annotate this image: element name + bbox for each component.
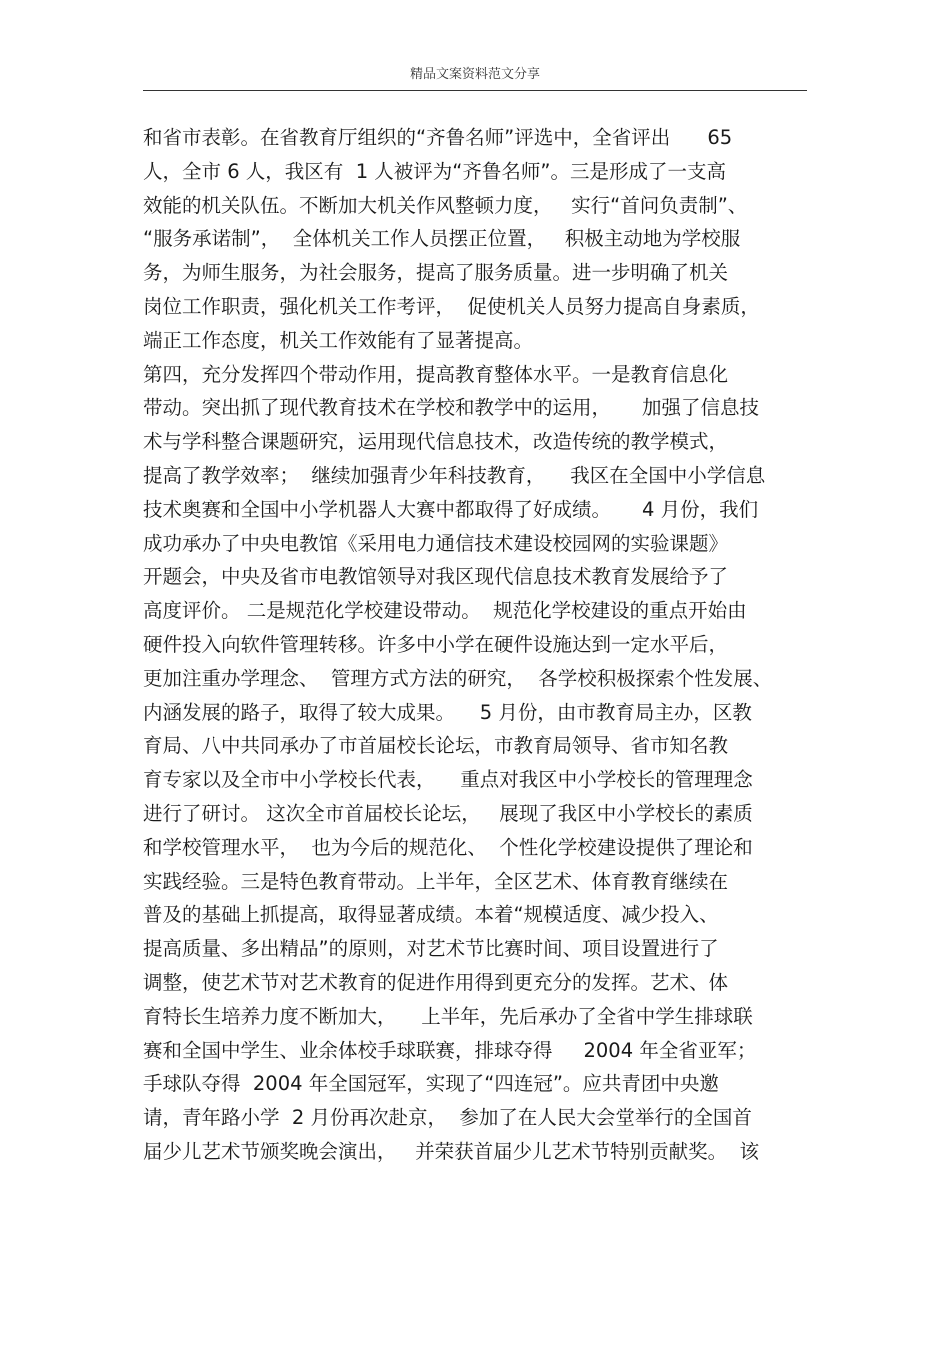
text-line: 和学校管理水平， 也为今后的规范化、 个性化学校建设提供了理论和: [143, 835, 753, 859]
text-line: 提高质量、多出精品”的原则，对艺术节比赛时间、项目设置进行了: [143, 937, 719, 961]
text-line: 端正工作态度，机关工作效能有了显著提高。: [143, 328, 534, 352]
document-body: [143, 121, 815, 1169]
text-line: 人，全市 6 人，我区有 1 人被评为“齐鲁名师”。三是形成了一支高: [143, 159, 727, 183]
text-line: 第四，充分发挥四个带动作用，提高教育整体水平。一是教育信息化: [143, 362, 729, 386]
text-line: 和省市表彰。在省教育厅组织的“齐鲁名师”评选中，全省评出 65: [143, 126, 733, 149]
text-line: 育局、八中共同承办了市首届校长论坛，市教育局领导、省市知名教: [143, 734, 729, 758]
text-line: 高度评价。 二是规范化学校建设带动。 规范化学校建设的重点开始由: [143, 599, 747, 623]
text-line: 手球队夺得 2004 年全国冠军，实现了“四连冠”。应共青团中央邀: [143, 1072, 719, 1096]
text-line: 普及的基础上抓提高，取得显著成绩。本着“规模适度、减少投入、: [143, 903, 719, 927]
header-rule: [143, 90, 807, 91]
text-line: 技术奥赛和全国中小学机器人大赛中都取得了好成绩。 4 月份，我们: [143, 497, 759, 521]
text-line: 务，为师生服务，为社会服务，提高了服务质量。进一步明确了机关: [143, 261, 729, 285]
text-line: 硬件投入向软件管理转移。许多中小学在硬件设施达到一定水平后，: [143, 632, 729, 656]
text-line: 提高了教学效率； 继续加强青少年科技教育， 我区在全国中小学信息: [143, 463, 766, 487]
text-line: 赛和全国中学生、业余体校手球联赛，排球夺得 2004 年全省亚军；: [143, 1038, 757, 1062]
text-line: 开题会，中央及省市电教馆领导对我区现代信息技术教育发展给予了: [143, 565, 729, 589]
text-line: “服务承诺制”， 全体机关工作人员摆正位置， 积极主动地为学校服: [143, 227, 741, 251]
text-line: 带动。突出抓了现代教育技术在学校和教学中的运用， 加强了信息技: [143, 396, 759, 420]
text-line: 进行了研讨。 这次全市首届校长论坛， 展现了我区中小学校长的素质: [143, 801, 753, 825]
text-line: 内涵发展的路子，取得了较大成果。 5 月份，由市教育局主办，区教: [143, 700, 752, 724]
text-line: 岗位工作职责，强化机关工作考评， 促使机关人员努力提高自身素质，: [143, 294, 760, 318]
text-line: 术与学科整合课题研究，运用现代信息技术，改造传统的教学模式，: [143, 430, 729, 454]
text-line: 育特长生培养力度不断加大， 上半年，先后承办了全省中学生排球联: [143, 1004, 753, 1028]
text-line: 调整，使艺术节对艺术教育的促进作用得到更充分的发挥。艺术、体: [143, 970, 729, 994]
page-header-title: 精品文案资料范文分享: [409, 67, 540, 82]
text-line: 届少儿艺术节颁奖晚会演出， 并荣获首届少儿艺术节特别贡献奖。 该: [143, 1139, 759, 1163]
text-line: 实践经验。三是特色教育带动。上半年，全区艺术、体育教育继续在: [143, 869, 729, 893]
text-line: 请，青年路小学 2 月份再次赴京， 参加了在人民大会堂举行的全国首: [143, 1106, 752, 1130]
text-line: 育专家以及全市中小学校长代表， 重点对我区中小学校长的管理理念: [143, 768, 753, 792]
text-line: 成功承办了中央电教馆《采用电力通信技术建设校园网的实验课题》: [143, 531, 729, 555]
text-line: 更加注重办学理念、 管理方式方法的研究， 各学校积极探索个性发展、: [143, 666, 773, 690]
text-line: 效能的机关队伍。不断加大机关作风整顿力度， 实行“首问负责制”、: [143, 193, 748, 217]
